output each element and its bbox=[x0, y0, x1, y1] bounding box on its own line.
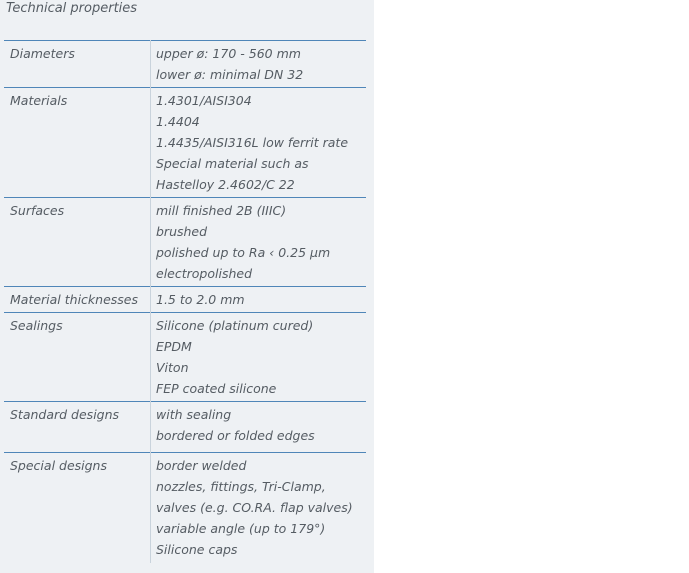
row-values bbox=[151, 453, 367, 564]
row-value: Special material such as bbox=[156, 156, 309, 171]
table-row-materials bbox=[4, 88, 366, 198]
row-value: with sealing bbox=[156, 407, 232, 422]
row-value: Silicone caps bbox=[156, 542, 238, 557]
table-row-sealings bbox=[4, 313, 366, 402]
row-value: mill finished 2B (IIIC) bbox=[156, 203, 287, 218]
row-values bbox=[151, 41, 367, 88]
table-row-standard-designs bbox=[4, 402, 366, 453]
row-label: Materials bbox=[4, 88, 151, 198]
row-label: Surfaces bbox=[4, 198, 151, 287]
row-value: polished up to Ra ‹ 0.25 µm bbox=[156, 245, 331, 260]
row-value: lower ø: minimal DN 32 bbox=[156, 67, 304, 82]
row-value: electropolished bbox=[156, 266, 253, 281]
table-row-diameters bbox=[4, 41, 366, 88]
row-value: 1.4404 bbox=[156, 114, 200, 129]
row-values bbox=[151, 88, 367, 198]
row-value: upper ø: 170 - 560 mm bbox=[156, 46, 301, 61]
row-value: valves (e.g. CO.RA. flap valves) bbox=[156, 500, 353, 515]
row-value: FEP coated silicone bbox=[156, 381, 277, 396]
row-value: EPDM bbox=[156, 339, 192, 354]
row-value: brushed bbox=[156, 224, 208, 239]
table-row-surfaces bbox=[4, 198, 366, 287]
table-row-material-thicknesses bbox=[4, 287, 366, 313]
row-value: 1.4301/AISI304 bbox=[156, 93, 252, 108]
row-values bbox=[151, 402, 367, 453]
row-value: Silicone (platinum cured) bbox=[156, 318, 314, 333]
row-values bbox=[151, 198, 367, 287]
section-title: Technical properties bbox=[6, 1, 138, 16]
row-values bbox=[151, 313, 367, 402]
row-label: Diameters bbox=[4, 41, 151, 88]
table-row-special-designs bbox=[4, 453, 366, 564]
row-label: Material thicknesses bbox=[4, 287, 151, 313]
row-values bbox=[151, 287, 367, 313]
row-value: border welded bbox=[156, 458, 247, 473]
row-label: Sealings bbox=[4, 313, 151, 402]
row-value: bordered or folded edges bbox=[156, 428, 315, 443]
properties-table bbox=[4, 40, 366, 563]
row-value: 1.4435/AISI316L low ferrit rate bbox=[156, 135, 349, 150]
row-value: 1.5 to 2.0 mm bbox=[156, 292, 245, 307]
row-value: nozzles, fittings, Tri-Clamp, bbox=[156, 479, 326, 494]
row-value: Viton bbox=[156, 360, 189, 375]
row-value: Hastelloy 2.4602/C 22 bbox=[156, 177, 295, 192]
row-label: Standard designs bbox=[4, 402, 151, 453]
row-label: Special designs bbox=[4, 453, 151, 564]
row-value: variable angle (up to 179°) bbox=[156, 521, 326, 536]
